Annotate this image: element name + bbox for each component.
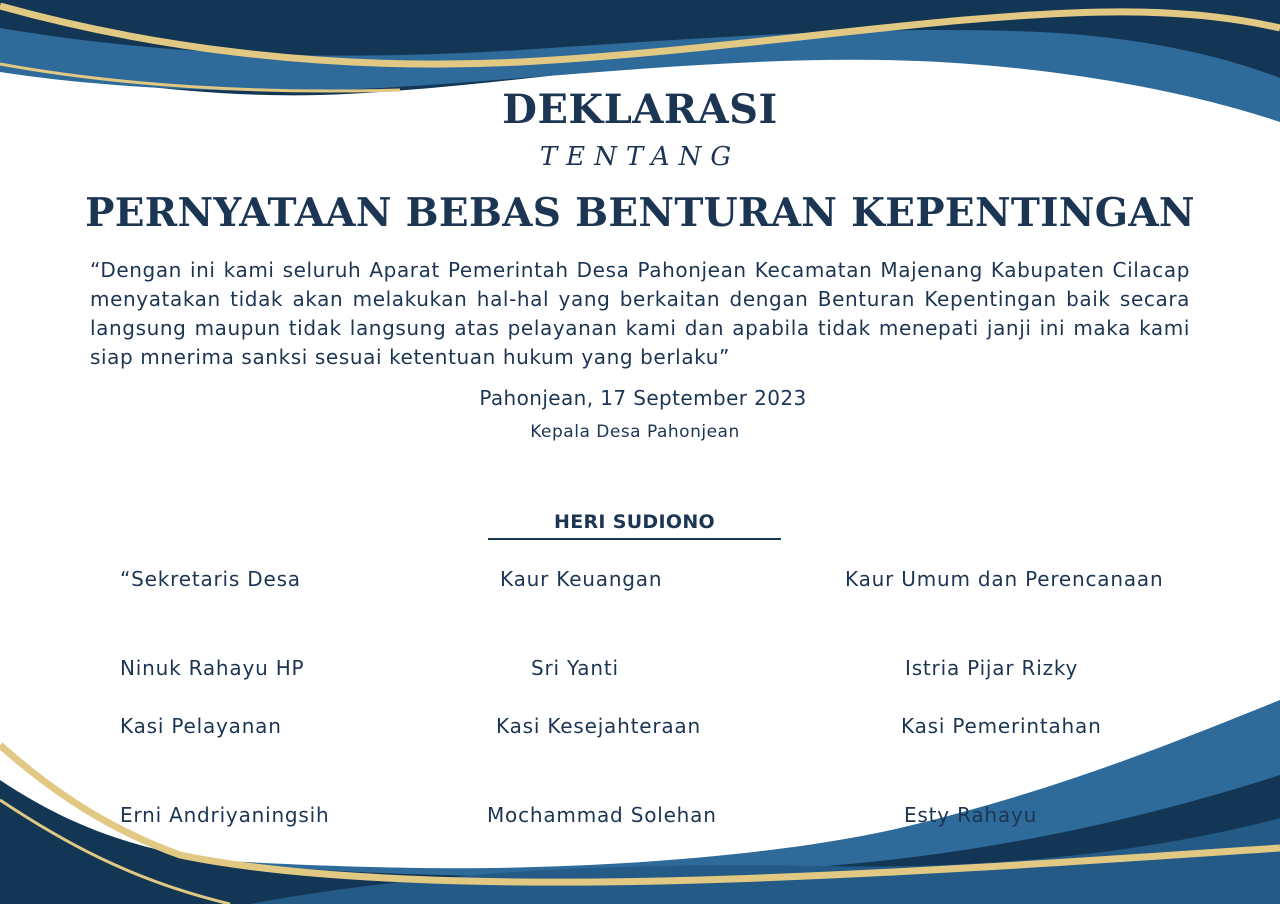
staff-name-welfare: Mochammad Solehan bbox=[487, 803, 717, 827]
village-head-name: HERI SUDIONO bbox=[488, 511, 781, 540]
document-title: DEKLARASI bbox=[502, 86, 778, 133]
staff-position-service: Kasi Pelayanan bbox=[120, 714, 282, 738]
staff-name-general-planning: Istria Pijar Rizky bbox=[905, 656, 1079, 680]
place-date: Pahonjean, 17 September 2023 bbox=[479, 386, 807, 410]
staff-position-government: Kasi Pemerintahan bbox=[901, 714, 1102, 738]
staff-name-secretary: Ninuk Rahayu HP bbox=[120, 656, 305, 680]
staff-name-finance: Sri Yanti bbox=[531, 656, 619, 680]
staff-position-welfare: Kasi Kesejahteraan bbox=[496, 714, 701, 738]
document-subtitle: TENTANG bbox=[539, 142, 741, 172]
staff-position-finance: Kaur Keuangan bbox=[500, 567, 663, 591]
staff-name-government: Esty Rahayu bbox=[904, 803, 1038, 827]
document-heading: PERNYATAAN BEBAS BENTURAN KEPENTINGAN bbox=[85, 190, 1195, 236]
staff-name-service: Erni Andriyaningsih bbox=[120, 803, 330, 827]
declaration-statement: “Dengan ini kami seluruh Aparat Pemerintah Desa Pahonjean Kecamatan Majenang Kabupaten Cilacap menyatakan tidak akan melakukan hal-hal yang berkaitan dengan Benturan Kepentingan baik secara langsung maupun tidak langsung atas pelayanan kami dan apabila tidak menepati janji ini maka kami siap mnerima sanksi sesuai ketentuan hukum yang berlaku” bbox=[90, 258, 1190, 369]
staff-position-secretary: “Sekretaris Desa bbox=[120, 567, 301, 591]
village-head-title: Kepala Desa Pahonjean bbox=[530, 422, 740, 442]
staff-position-general-planning: Kaur Umum dan Perencanaan bbox=[845, 567, 1164, 591]
